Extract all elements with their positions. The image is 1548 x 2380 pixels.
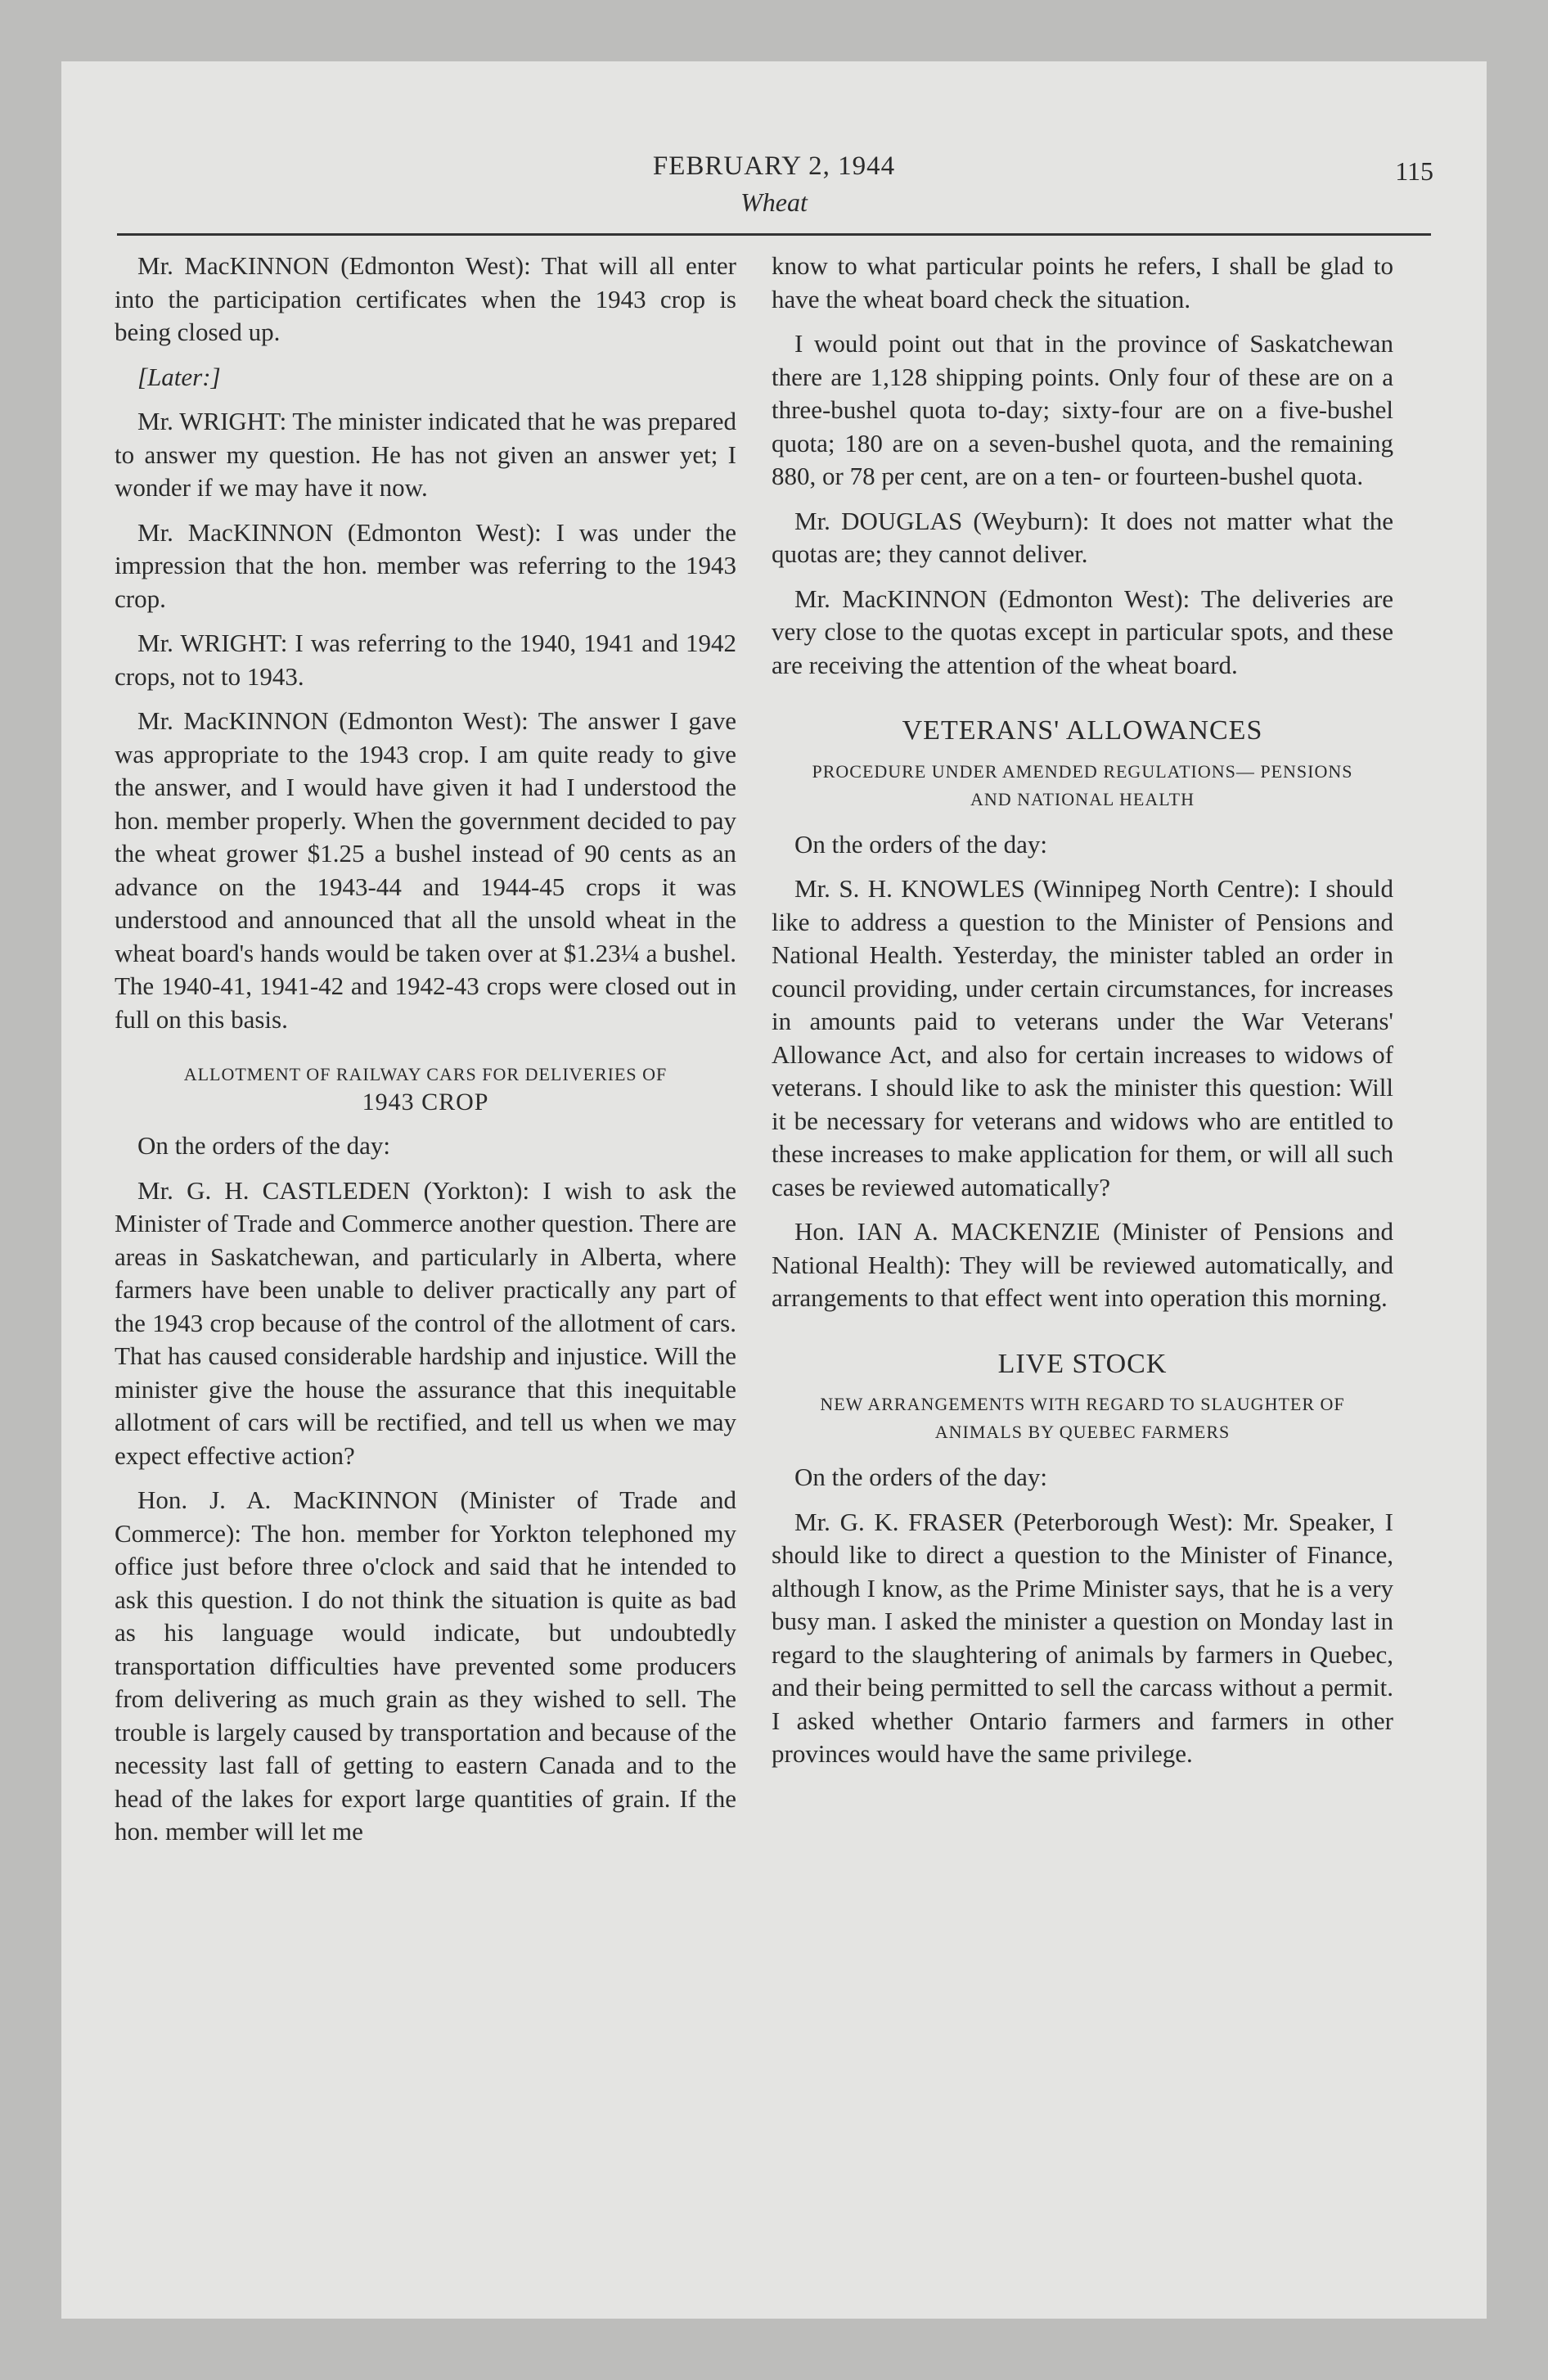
- paragraph: Mr. WRIGHT: The minister indicated that he was prepared to answer my question. He has not given an answer yet; I wonder if we may have it now.: [115, 407, 736, 502]
- paragraph: Mr. S. H. KNOWLES (Winnipeg North Centre): I should like to address a question to the Minister of Pensions and National Health. Yesterday, the minister tabled an order in council providing, under certain circumstances, for increases in amounts paid to veterans under the War Veterans' Allowance Act, and also for certain increases to widows of veterans. I should like to ask the minister this question: Will it be necessary for veterans and widows who are entitled to these increases to make application for them, or will all such cases be reviewed automatically?: [772, 874, 1393, 1201]
- paragraph: I would point out that in the province of Saskatchewan there are 1,128 shipping points. Only four of these are on a three-bushel quota to-day; sixty-four are on a five-bushel quota; 180 are on a seven-bushel quota, and the remaining 880, or 78 per cent, are on a ten- or fourteen-bushel quota.: [772, 329, 1393, 490]
- section-heading-veterans-allowances: VETERANS' ALLOWANCES: [902, 715, 1263, 746]
- page-header: [115, 151, 1433, 217]
- document-page: [61, 61, 1487, 2319]
- paragraph: Hon. IAN A. MACKENZIE (Minister of Pensions and National Health): They will be reviewed automatically, and arrangements to that effect went into operation this morning.: [772, 1217, 1393, 1312]
- subheading-procedure-regulations: PROCEDURE UNDER AMENDED REGULATIONS— PENSIONS AND NATIONAL HEALTH: [812, 760, 1353, 809]
- section-heading-live-stock: LIVE STOCK: [997, 1348, 1168, 1379]
- paragraph: Mr. MacKINNON (Edmonton West): That will all enter into the participation certificates when the 1943 crop is being closed up.: [115, 251, 736, 346]
- subheading-slaughter-arrangements: NEW ARRANGEMENTS WITH REGARD TO SLAUGHTER OF ANIMALS BY QUEBEC FARMERS: [820, 1394, 1345, 1442]
- paragraph: Mr. WRIGHT: I was referring to the 1940, 1941 and 1942 crops, not to 1943.: [115, 629, 736, 691]
- header-section-title: Wheat: [740, 187, 808, 217]
- header-page-number: 115: [1395, 156, 1433, 186]
- header-rule: [117, 233, 1431, 236]
- right-column: [772, 250, 1393, 1783]
- section-heading-railway-cars: [115, 1061, 736, 1116]
- paragraph: Mr. G. H. CASTLEDEN (Yorkton): I wish to ask the Minister of Trade and Commerce another question. There are areas in Saskatchewan, and particularly in Alberta, where farmers have been unable to deliver practically any part of the 1943 crop because of the control of the allotment of cars. That has caused considerable hardship and injustice. Will the minister give the house the assurance that this inequitable allotment of cars will be rectified, and tell us when we may expect effective action?: [115, 1175, 736, 1470]
- paragraph: Mr. MacKINNON (Edmonton West): The deliveries are very close to the quotas except in particular spots, and these are receiving the attention of the wheat board.: [772, 584, 1393, 679]
- header-date: FEBRUARY 2, 1944: [652, 151, 896, 181]
- section-heading-line: 1943 CROP: [362, 1089, 489, 1116]
- paragraph-orders-of-day: On the orders of the day:: [794, 1463, 1048, 1491]
- paragraph-orders-of-day: On the orders of the day:: [137, 1131, 391, 1160]
- paragraph: Mr. MacKINNON (Edmonton West): The answer I gave was appropriate to the 1943 crop. I am quite ready to give the answer, and I would have given it had I understood the hon. member properly. When the government decided to pay the wheat grower $1.25 a bushel instead of 90 cents as an advance on the 1943-44 and 1944-45 crops it was understood and announced that all the unsold wheat in the wheat board's hands would be taken over at $1.23¼ a bushel. The 1940-41, 1941-42 and 1942-43 crops were closed out in full on this basis.: [115, 706, 736, 1034]
- paragraph-later-note: [Later:]: [137, 362, 221, 391]
- paragraph: Hon. J. A. MacKINNON (Minister of Trade and Commerce): The hon. member for Yorkton telephoned my office just before three o'clock and said that he intended to ask this question. I do not think the situation is quite as bad as his language would indicate, but undoubtedly transportation difficulties have prevented some producers from delivering as much grain as they wished to sell. The trouble is largely caused by transportation and because of the necessity last fall of getting to eastern Canada and to the head of the lakes for export large quantities of grain. If the hon. member will let me: [115, 1485, 736, 1846]
- paragraph: Mr. DOUGLAS (Weyburn): It does not matter what the quotas are; they cannot deliver.: [772, 506, 1393, 568]
- paragraph-orders-of-day: On the orders of the day:: [794, 829, 1048, 859]
- paragraph: Mr. G. K. FRASER (Peterborough West): Mr. Speaker, I should like to direct a question to the Minister of Finance, although I know, as the Prime Minister says, that he is a very busy man. I asked the minister a question on Monday last in regard to the slaughtering of animals by farmers in Quebec, and their being permitted to sell the carcass without a permit. I asked whether Ontario farmers and farmers in other provinces would have the same privilege.: [772, 1507, 1393, 1768]
- left-column: [115, 250, 736, 1860]
- section-heading-line: ALLOTMENT OF RAILWAY CARS FOR DELIVERIES OF: [183, 1064, 668, 1084]
- paragraph-continued: know to what particular points he refers, I shall be glad to have the wheat board check the situation.: [772, 251, 1393, 313]
- paragraph: Mr. MacKINNON (Edmonton West): I was under the impression that the hon. member was referring to the 1943 crop.: [115, 517, 736, 613]
